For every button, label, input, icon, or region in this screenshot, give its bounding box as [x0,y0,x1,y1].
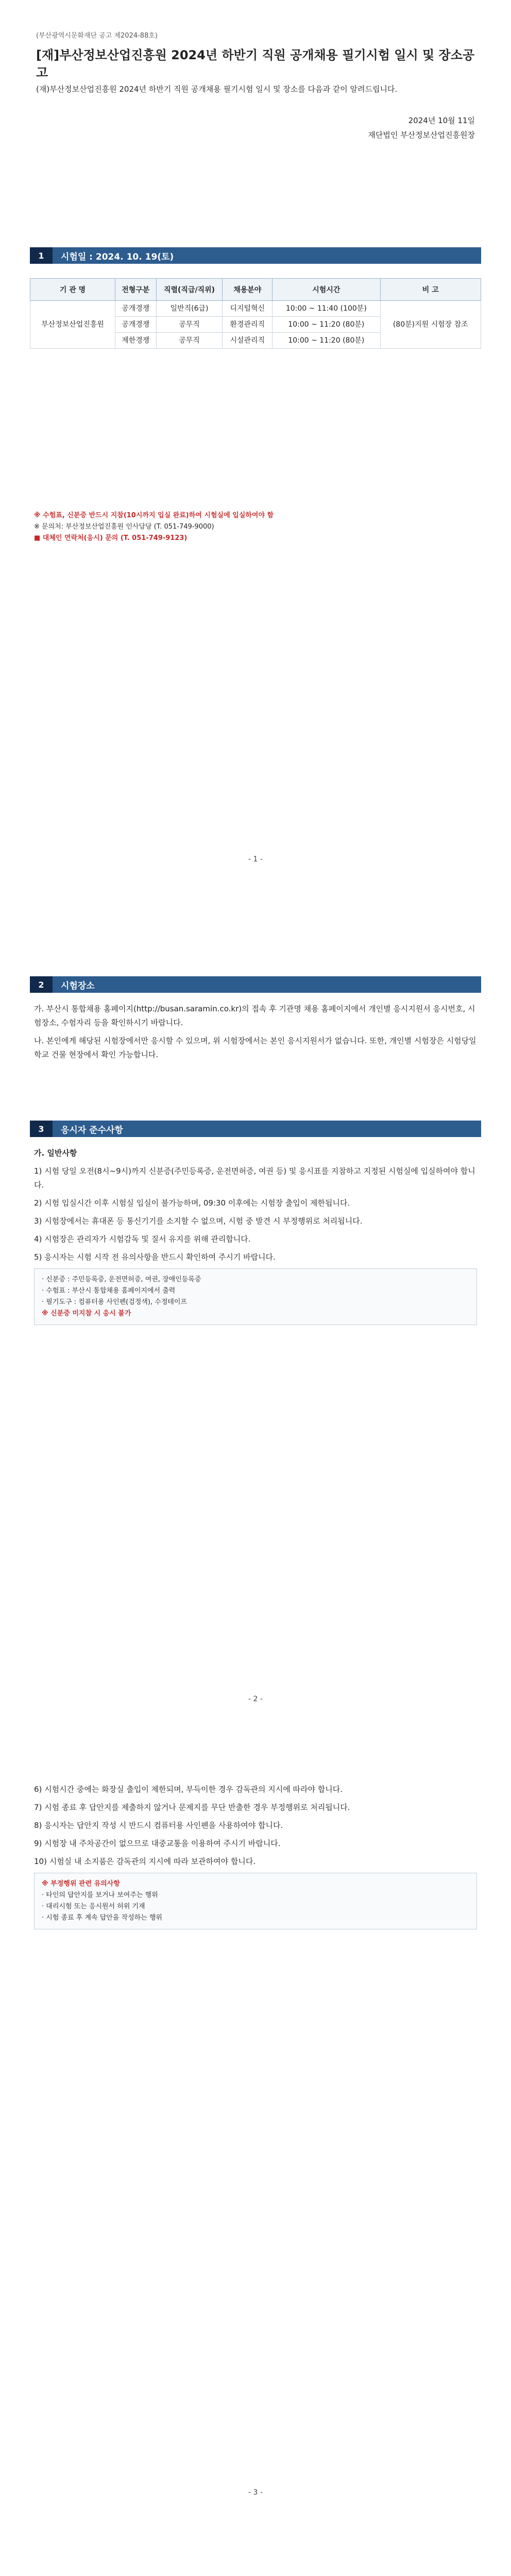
cell-time: 10:00 ~ 11:20 (80분) [272,317,380,333]
notice-org: 재단법인 부산정보산업진흥원장 [368,130,475,140]
note-line-2: ※ 문의처: 부산정보산업진흥원 인사담당 (T. 051-749-9000) [34,523,214,531]
general-item: 4) 시험장은 관리자가 시험감독 및 질서 유지를 위해 관리합니다. [34,1234,251,1244]
section-3-general [34,1146,477,1325]
cell-time: 10:00 ~ 11:20 (80분) [272,333,380,349]
section-1-notes [34,510,477,544]
general-item: 5) 응시자는 시험 시작 전 유의사항을 반드시 확인하여 주시기 바랍니다. [34,1252,276,1262]
cell-type: 제한경쟁 [115,333,156,349]
box-item: · 신분증 : 주민등록증, 운전면허증, 여권, 장애인등록증 [42,1276,201,1283]
cell-time: 10:00 ~ 11:40 (100분) [272,301,380,317]
notice-date: 2024년 10월 11일 [408,116,475,125]
general-item: 7) 시험 종료 후 답안지를 제출하지 않거나 문제지를 무단 반출한 경우 부정행위로 처리됩니다. [34,1803,350,1812]
general-item: 1) 시험 당일 오전(8시~9시)까지 신분증(주민등록증, 운전면허증, 여권 등) 및 응시표를 지참하고 지정된 시험실에 입실하여야 합니다. [34,1166,475,1190]
page-number-2: - 2 - [248,1695,263,1703]
section-3-number: 3 [30,1121,53,1137]
box-note: ※ 신분증 미지참 시 응시 불가 [42,1310,131,1317]
section-2-body [34,1002,477,1066]
caution-item: · 대리시험 또는 응시원서 허위 기재 [42,1903,145,1910]
schedule-table [30,278,481,349]
notice-date-block [368,113,475,142]
caution-item: · 시험 종료 후 계속 답안을 작성하는 행위 [42,1914,162,1922]
caution-item: · 타인의 답안지를 보거나 보여주는 행위 [42,1891,158,1899]
col-org: 기 관 명 [30,279,115,301]
cell-org: 부산정보산업진흥원 [30,301,115,349]
section-3-header [30,1121,481,1137]
cell-type: 공개경쟁 [115,301,156,317]
cell-rank: 공무직 [156,317,223,333]
section-3-general-cont [34,1783,477,1929]
col-note: 비 고 [380,279,481,301]
required-items-box [34,1268,477,1325]
page-number-3: - 3 - [248,2488,263,2497]
notice-title: [재]부산정보산업진흥원 2024년 하반기 직원 공개채용 필기시험 일시 및 장소공고 [36,48,475,80]
table-row [30,301,481,317]
section-2-title: 시험장소 [61,980,95,991]
note-line-3: ■ 대체인 연락처(응시) 문의 (T. 051-749-9123) [34,534,188,542]
general-item: 10) 시험실 내 소지품은 감독관의 지시에 따라 보관하여야 합니다. [34,1857,256,1866]
general-item: 3) 시험장에서는 휴대폰 등 통신기기를 소지할 수 없으며, 시험 중 발견 시 부정행위로 처리됩니다. [34,1216,363,1226]
page-number-1: - 1 - [248,855,263,863]
cell-rank: 공무직 [156,333,223,349]
cell-rank: 일반직(6급) [156,301,223,317]
cell-field: 시설관리직 [223,333,272,349]
cell-field: 환경관리직 [223,317,272,333]
section-3-title: 응시자 준수사항 [61,1125,123,1136]
caution-box [34,1873,477,1929]
section-2-number: 2 [30,976,53,993]
col-field: 채용분야 [223,279,272,301]
general-item: 8) 응시자는 답안지 작성 시 반드시 컴퓨터용 사인펜을 사용하여야 합니다. [34,1821,283,1830]
col-type: 전형구분 [115,279,156,301]
col-time: 시험시간 [272,279,380,301]
general-item: 2) 시험 입실시간 이후 시험실 입실이 불가능하며, 09:30 이후에는 시험장 출입이 제한됩니다. [34,1198,350,1208]
notice-intro: (재)부산정보산업진흥원 2024년 하반기 직원 공개채용 필기시험 일시 및 장소를 다음과 같이 알려드립니다. [36,84,398,94]
cell-note: (80분)지원 시험장 참조 [380,301,481,349]
box-item: · 필기도구 : 컴퓨터용 사인펜(검정색), 수정테이프 [42,1298,188,1306]
sub-general-title: 가. 일반사항 [34,1148,77,1158]
general-item: 9) 시험장 내 주차공간이 없으므로 대중교통을 이용하여 주시기 바랍니다. [34,1839,281,1848]
cell-field: 디지털혁신 [223,301,272,317]
section-1-header [30,247,481,264]
notice-number: (부산광역시문화재단 공고 제2024-88호) [36,32,158,40]
section-1-title: 시험일 : 2024. 10. 19(토) [61,251,174,262]
section-2-para-1: 가. 부산시 통합채용 홈페이지(http://busan.saramin.co.kr)의 접속 후 기관명 채용 홈페이지에서 개인별 응시지원서 응시번호, 시험장소, 수험자리 등을 확인하시기 바랍니다. [34,1004,475,1027]
caution-title: ※ 부정행위 관련 유의사항 [42,1880,120,1888]
section-1-number: 1 [30,247,53,264]
section-2-header [30,976,481,993]
section-2-para-2: 나. 본인에게 해당된 시험장에서만 응시할 수 있으며, 위 시험장에서는 본인 응시지원서가 없습니다. 또한, 개인별 시험장은 시험당일 학교 건물 현장에서 확인 가능합니다. [34,1036,476,1059]
cell-type: 공개경쟁 [115,317,156,333]
col-rank: 직렬(직급/직위) [156,279,223,301]
note-line-1: ※ 수험표, 신분증 반드시 지참(10시까지 입실 완료)하여 시험실에 입실하여야 함 [34,512,274,519]
box-item: · 수험표 : 부산시 통합채용 홈페이지에서 출력 [42,1287,176,1295]
general-item: 6) 시험시간 중에는 화장실 출입이 제한되며, 부득이한 경우 감독관의 지시에 따라야 합니다. [34,1785,343,1794]
